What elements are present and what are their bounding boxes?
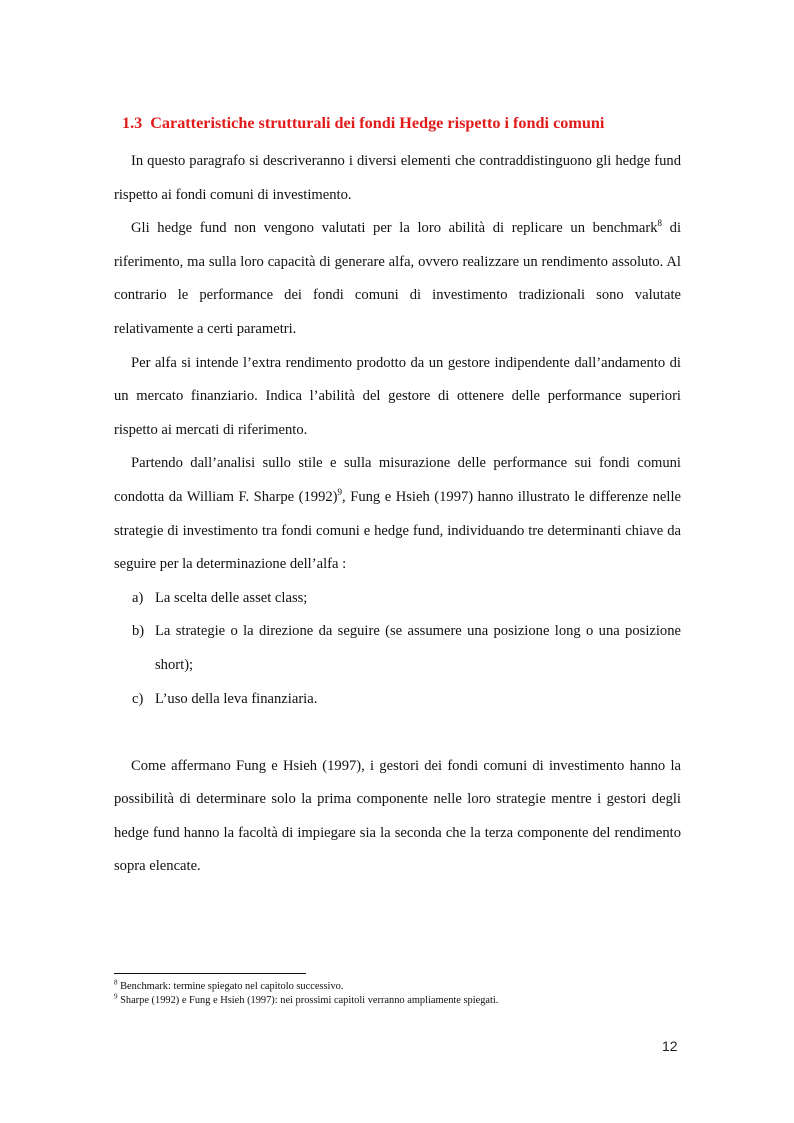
footnote-text: Benchmark: termine spiegato nel capitolo successivo.	[117, 981, 344, 992]
paragraph-intro: In questo paragrafo si descriveranno i diversi elementi che contraddistinguono gli hedge fund rispetto ai fondi comuni di investimento.	[114, 153, 681, 203]
determinants-list	[114, 582, 681, 716]
paragraph-sharpe	[114, 447, 681, 581]
section-title: Caratteristiche strutturali dei fondi Hedge rispetto i fondi comuni	[150, 114, 605, 132]
paragraph-alfa: Per alfa si intende l’extra rendimento prodotto da un gestore indipendente dall’andamento di un mercato finanziario. Indica l’abilità del gestore di ottenere delle performance superiori rispetto ai mercati di riferimento.	[114, 354, 681, 438]
list-marker: a)	[132, 589, 144, 606]
section-number: 1.3	[122, 114, 143, 132]
paragraph-sharpe-part2: , Fung e Hsieh (1997) hanno illustrato le differenze nelle strategie di investimento tra fondi comuni e hedge fund, individuando tre determinanti chiave da seguire per la determinazione dell’alfa :	[114, 488, 681, 573]
paragraph-benchmark-part1: Gli hedge fund non vengono valutati per la loro abilità di replicare un benchmark	[131, 220, 658, 237]
footnote-marker: 8	[114, 978, 118, 987]
footnote-8	[114, 980, 714, 994]
paragraph-benchmark	[114, 212, 681, 346]
footnotes	[114, 980, 714, 1007]
list-item-text: L’uso della leva finanziaria.	[155, 690, 318, 707]
footnote-text: Sharpe (1992) e Fung e Hsieh (1997): nei prossimi capitoli verranno ampliamente spiegati.	[117, 994, 499, 1006]
body-text	[114, 145, 681, 884]
footnote-9	[114, 994, 714, 1008]
footnote-divider	[114, 973, 306, 974]
blank-line	[114, 716, 681, 750]
list-item	[114, 615, 681, 682]
footnote-marker: 9	[114, 992, 118, 1001]
list-item	[114, 683, 681, 717]
list-item	[114, 582, 681, 616]
list-item-text: La scelta delle asset class;	[155, 589, 308, 606]
footnote-ref-8[interactable]: 8	[657, 218, 663, 229]
list-item-text: La strategie o la direzione da seguire (se assumere una posizione long o una posizione short);	[155, 623, 681, 673]
section-heading	[122, 114, 702, 133]
paragraph-conclusion: Come affermano Fung e Hsieh (1997), i gestori dei fondi comuni di investimento hanno la possibilità di determinare solo la prima componente nelle loro strategie mentre i gestori degli hedge fund hanno la facoltà di impiegare sia la seconda che la terza componente del rendimento sopra elencate.	[114, 757, 681, 875]
page-number: 12	[662, 1038, 678, 1054]
list-marker: b)	[132, 623, 145, 640]
footnote-ref-9[interactable]: 9	[337, 487, 343, 498]
list-marker: c)	[132, 690, 144, 707]
paragraph-sharpe-part1: Partendo dall’analisi sullo stile e sulla misurazione delle performance sui fondi comuni condotta da William F. Sharpe (1992)	[114, 455, 681, 505]
paragraph-benchmark-part2: di riferimento, ma sulla loro capacità di generare alfa, ovvero realizzare un rendimento assoluto. Al contrario le performance dei fondi comuni di investimento tradizionali sono valutate relativamente a certi parametri.	[114, 220, 682, 337]
